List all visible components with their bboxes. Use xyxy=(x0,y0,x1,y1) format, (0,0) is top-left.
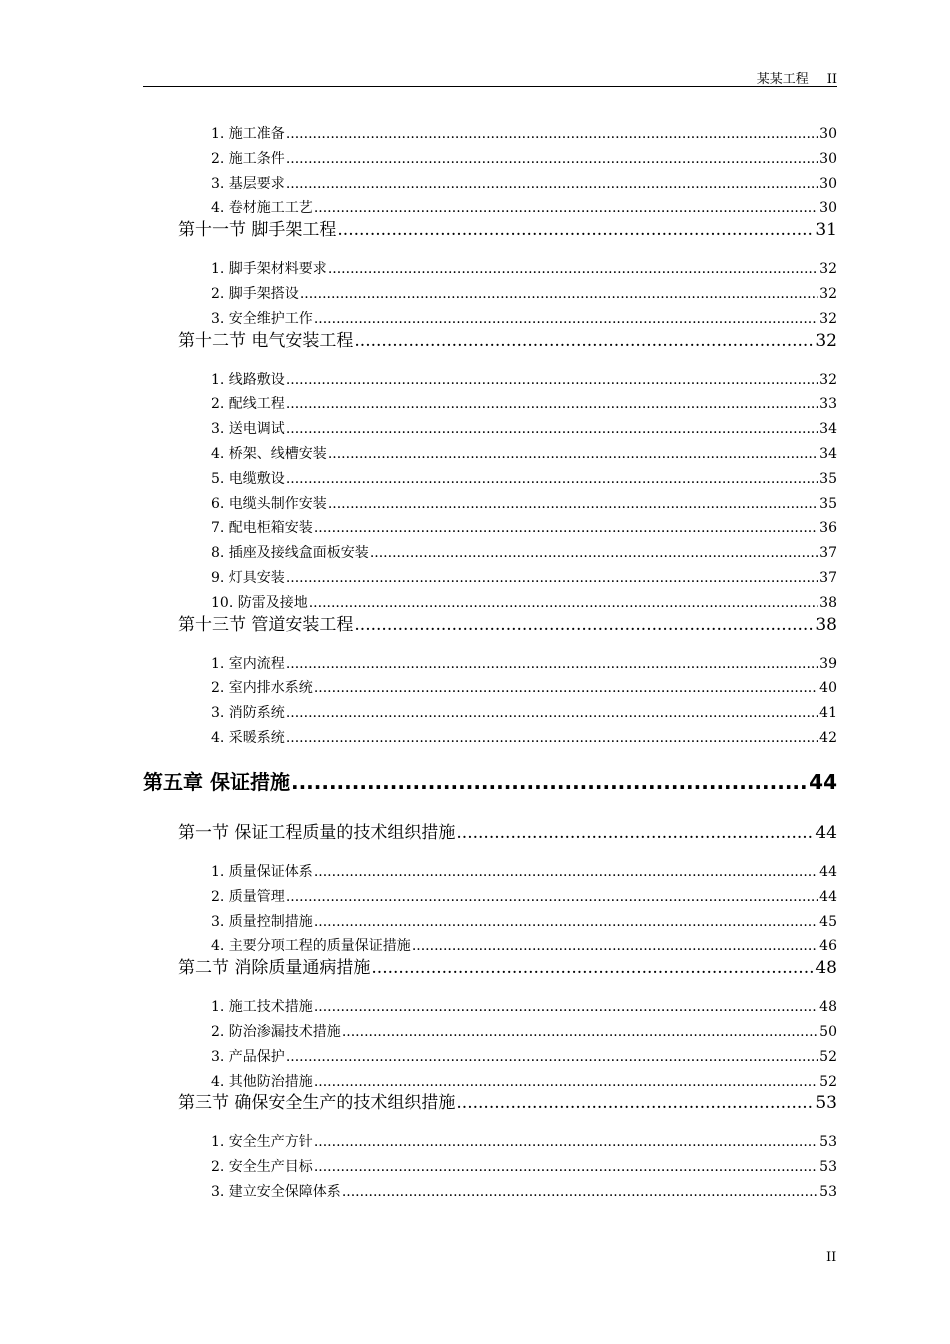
toc-item-entry[interactable] xyxy=(211,728,837,748)
toc-item-entry[interactable] xyxy=(211,1022,837,1042)
toc-leader-dots xyxy=(328,259,818,279)
toc-entry-label: 1. 线路敷设 xyxy=(211,371,285,388)
toc-item-entry[interactable] xyxy=(211,887,837,907)
toc-leader-dots xyxy=(328,494,818,514)
toc-entry-page-number: 44 xyxy=(819,864,837,880)
toc-leader-dots xyxy=(291,768,808,796)
toc-item-entry[interactable] xyxy=(211,568,837,588)
toc-item-entry[interactable] xyxy=(211,654,837,674)
toc-entry-label: 4. 桥架、线槽安装 xyxy=(211,446,327,462)
toc-entry-label: 2. 配线工程 xyxy=(211,396,285,413)
toc-entry-page-number: 53 xyxy=(819,1134,837,1151)
toc-item-entry[interactable] xyxy=(211,198,837,218)
toc-leader-dots xyxy=(286,728,818,748)
header-title: 某某工程 xyxy=(756,72,809,87)
toc-entry-page-number: 35 xyxy=(819,495,837,512)
toc-entry-label: 1. 脚手架材料要求 xyxy=(211,261,327,278)
toc-leader-dots xyxy=(286,703,818,723)
toc-entry-page-number: 32 xyxy=(819,310,837,327)
toc-leader-dots xyxy=(328,444,818,464)
toc-entry-page-number: 38 xyxy=(815,614,837,635)
toc-entry-label: 2. 安全生产目标 xyxy=(211,1159,313,1176)
toc-entry-label: 2. 室内排水系统 xyxy=(211,680,313,697)
toc-leader-dots xyxy=(314,1157,818,1177)
toc-item-entry[interactable] xyxy=(211,862,837,882)
toc-leader-dots xyxy=(314,678,818,698)
toc-leader-dots xyxy=(286,887,818,907)
toc-entry-page-number: 44 xyxy=(809,770,837,794)
toc-leader-dots xyxy=(456,1091,814,1115)
toc-item-entry[interactable] xyxy=(211,444,837,464)
toc-entry-page-number: 50 xyxy=(819,1024,837,1040)
toc-entry-label: 3. 送电调试 xyxy=(211,421,285,438)
toc-entry-label: 6. 电缆头制作安装 xyxy=(211,495,327,512)
toc-entry-page-number: 44 xyxy=(819,888,837,905)
toc-entry-page-number: 38 xyxy=(819,594,837,611)
toc-leader-dots xyxy=(286,149,818,169)
toc-entry-page-number: 30 xyxy=(819,175,837,192)
page-header xyxy=(143,68,837,87)
toc-leader-dots xyxy=(342,1022,818,1042)
toc-entry-page-number: 32 xyxy=(819,261,837,278)
toc-entry-page-number: 35 xyxy=(819,470,837,487)
toc-entry-page-number: 31 xyxy=(815,220,837,241)
toc-section-entry[interactable] xyxy=(178,613,837,637)
toc-leader-dots xyxy=(354,329,814,353)
toc-entry-page-number: 40 xyxy=(819,680,837,697)
toc-leader-dots xyxy=(286,1047,818,1067)
toc-leader-dots xyxy=(314,1132,818,1152)
toc-entry-page-number: 33 xyxy=(819,396,837,413)
toc-item-entry[interactable] xyxy=(211,936,837,956)
toc-section-entry[interactable] xyxy=(178,956,837,980)
toc-item-entry[interactable] xyxy=(211,284,837,304)
toc-leader-dots xyxy=(286,370,818,390)
header-page-number: II xyxy=(826,72,837,87)
toc-entry-label: 3. 建立安全保障体系 xyxy=(211,1184,341,1200)
toc-entry-label: 2. 防治渗漏技术措施 xyxy=(211,1024,341,1040)
toc-item-entry[interactable] xyxy=(211,370,837,390)
toc-entry-page-number: 53 xyxy=(815,1093,837,1114)
toc-entry-page-number: 48 xyxy=(819,999,837,1016)
toc-item-entry[interactable] xyxy=(211,419,837,439)
toc-leader-dots xyxy=(314,997,818,1017)
toc-entry-label: 3. 质量控制措施 xyxy=(211,913,313,930)
toc-entry-page-number: 48 xyxy=(815,958,837,979)
toc-entry-label: 2. 施工条件 xyxy=(211,150,285,167)
toc-entry-page-number: 39 xyxy=(819,655,837,672)
toc-section-entry[interactable] xyxy=(178,1091,837,1115)
toc-leader-dots xyxy=(286,469,818,489)
toc-leader-dots xyxy=(286,174,818,194)
toc-entry-label: 第五章 保证措施 xyxy=(143,770,290,794)
toc-item-entry[interactable] xyxy=(211,593,837,613)
toc-entry-page-number: 52 xyxy=(819,1073,837,1090)
toc-entry-label: 第十三节 管道安装工程 xyxy=(178,614,354,635)
toc-entry-label: 7. 配电柜箱安装 xyxy=(211,520,313,537)
toc-entry-label: 第二节 消除质量通病措施 xyxy=(178,958,371,979)
toc-leader-dots xyxy=(314,912,818,932)
toc-leader-dots xyxy=(314,518,818,538)
toc-leader-dots xyxy=(286,419,818,439)
toc-item-entry[interactable] xyxy=(211,149,837,169)
toc-leader-dots xyxy=(309,593,818,613)
toc-item-entry[interactable] xyxy=(211,543,837,563)
toc-entry-label: 第三节 确保安全生产的技术组织措施 xyxy=(178,1093,456,1114)
toc-entry-page-number: 36 xyxy=(819,520,837,537)
toc-item-entry[interactable] xyxy=(211,124,837,144)
toc-entry-label: 4. 主要分项工程的质量保证措施 xyxy=(211,938,411,955)
toc-leader-dots xyxy=(314,309,818,329)
toc-leader-dots xyxy=(370,543,818,563)
toc-entry-label: 4. 采暖系统 xyxy=(211,730,285,746)
toc-entry-label: 2. 脚手架搭设 xyxy=(211,286,299,302)
toc-item-entry[interactable] xyxy=(211,494,837,514)
toc-item-entry[interactable] xyxy=(211,518,837,538)
toc-item-entry[interactable] xyxy=(211,1072,837,1092)
toc-item-entry[interactable] xyxy=(211,174,837,194)
toc-entry-label: 4. 其他防治措施 xyxy=(211,1073,313,1090)
toc-entry-page-number: 30 xyxy=(819,126,837,142)
toc-item-entry[interactable] xyxy=(211,1157,837,1177)
toc-item-entry[interactable] xyxy=(211,1047,837,1067)
toc-leader-dots xyxy=(337,218,814,242)
toc-leader-dots xyxy=(342,1182,818,1202)
toc-leader-dots xyxy=(286,654,818,674)
toc-item-entry[interactable] xyxy=(211,1132,837,1152)
toc-entry-label: 1. 质量保证体系 xyxy=(211,864,313,880)
toc-leader-dots xyxy=(371,956,814,980)
toc-entry-label: 第一节 保证工程质量的技术组织措施 xyxy=(178,823,456,843)
toc-item-entry[interactable] xyxy=(211,1182,837,1202)
toc-leader-dots xyxy=(412,936,818,956)
toc-entry-page-number: 41 xyxy=(819,705,837,722)
toc-entry-page-number: 44 xyxy=(815,823,837,843)
toc-leader-dots xyxy=(354,613,814,637)
toc-entry-label: 3. 基层要求 xyxy=(211,175,285,192)
toc-entry-label: 1. 施工技术措施 xyxy=(211,999,313,1016)
toc-entry-label: 3. 产品保护 xyxy=(211,1048,285,1065)
toc-leader-dots xyxy=(314,862,818,882)
toc-item-entry[interactable] xyxy=(211,997,837,1017)
toc-section-entry[interactable] xyxy=(178,329,837,353)
toc-entry-page-number: 37 xyxy=(819,570,837,586)
toc-item-entry[interactable] xyxy=(211,394,837,414)
toc-entry-label: 第十二节 电气安装工程 xyxy=(178,330,354,351)
toc-entry-page-number: 32 xyxy=(819,371,837,388)
toc-leader-dots xyxy=(456,821,814,845)
footer-page-number: II xyxy=(826,1250,837,1265)
toc-chapter-entry[interactable] xyxy=(143,768,837,796)
toc-entry-page-number: 30 xyxy=(819,150,837,167)
toc-entry-page-number: 42 xyxy=(819,730,837,746)
toc-entry-page-number: 32 xyxy=(819,286,837,302)
toc-entry-page-number: 37 xyxy=(819,545,837,562)
toc-section-entry[interactable] xyxy=(178,218,837,242)
toc-leader-dots xyxy=(314,1072,818,1092)
toc-item-entry[interactable] xyxy=(211,912,837,932)
toc-entry-label: 4. 卷材施工工艺 xyxy=(211,200,313,217)
toc-section-entry[interactable] xyxy=(178,821,837,845)
toc-entry-label: 2. 质量管理 xyxy=(211,888,285,905)
toc-entry-page-number: 46 xyxy=(819,938,837,955)
toc-item-entry[interactable] xyxy=(211,259,837,279)
toc-entry-label: 9. 灯具安装 xyxy=(211,570,285,586)
toc-entry-label: 3. 安全维护工作 xyxy=(211,310,313,327)
toc-entry-label: 5. 电缆敷设 xyxy=(211,470,285,487)
toc-entry-page-number: 30 xyxy=(819,200,837,217)
toc-entry-label: 1. 安全生产方针 xyxy=(211,1134,313,1151)
toc-entry-label: 1. 施工准备 xyxy=(211,126,285,142)
toc-entry-page-number: 34 xyxy=(819,421,837,438)
toc-entry-label: 10. 防雷及接地 xyxy=(211,594,308,611)
toc-entry-page-number: 45 xyxy=(819,913,837,930)
toc-leader-dots xyxy=(286,124,818,144)
toc-entry-page-number: 53 xyxy=(819,1184,837,1200)
toc-entry-label: 8. 插座及接线盒面板安装 xyxy=(211,545,369,562)
toc-leader-dots xyxy=(286,394,818,414)
toc-entry-page-number: 52 xyxy=(819,1048,837,1065)
toc-item-entry[interactable] xyxy=(211,309,837,329)
toc-leader-dots xyxy=(286,568,818,588)
toc-item-entry[interactable] xyxy=(211,678,837,698)
toc-entry-label: 1. 室内流程 xyxy=(211,655,285,672)
toc-entry-page-number: 53 xyxy=(819,1159,837,1176)
toc-entry-label: 第十一节 脚手架工程 xyxy=(178,220,337,241)
toc-leader-dots xyxy=(314,198,818,218)
toc-entry-label: 3. 消防系统 xyxy=(211,705,285,722)
toc-leader-dots xyxy=(300,284,818,304)
toc-entry-page-number: 34 xyxy=(819,446,837,462)
toc-item-entry[interactable] xyxy=(211,469,837,489)
toc-entry-page-number: 32 xyxy=(815,330,837,351)
toc-item-entry[interactable] xyxy=(211,703,837,723)
